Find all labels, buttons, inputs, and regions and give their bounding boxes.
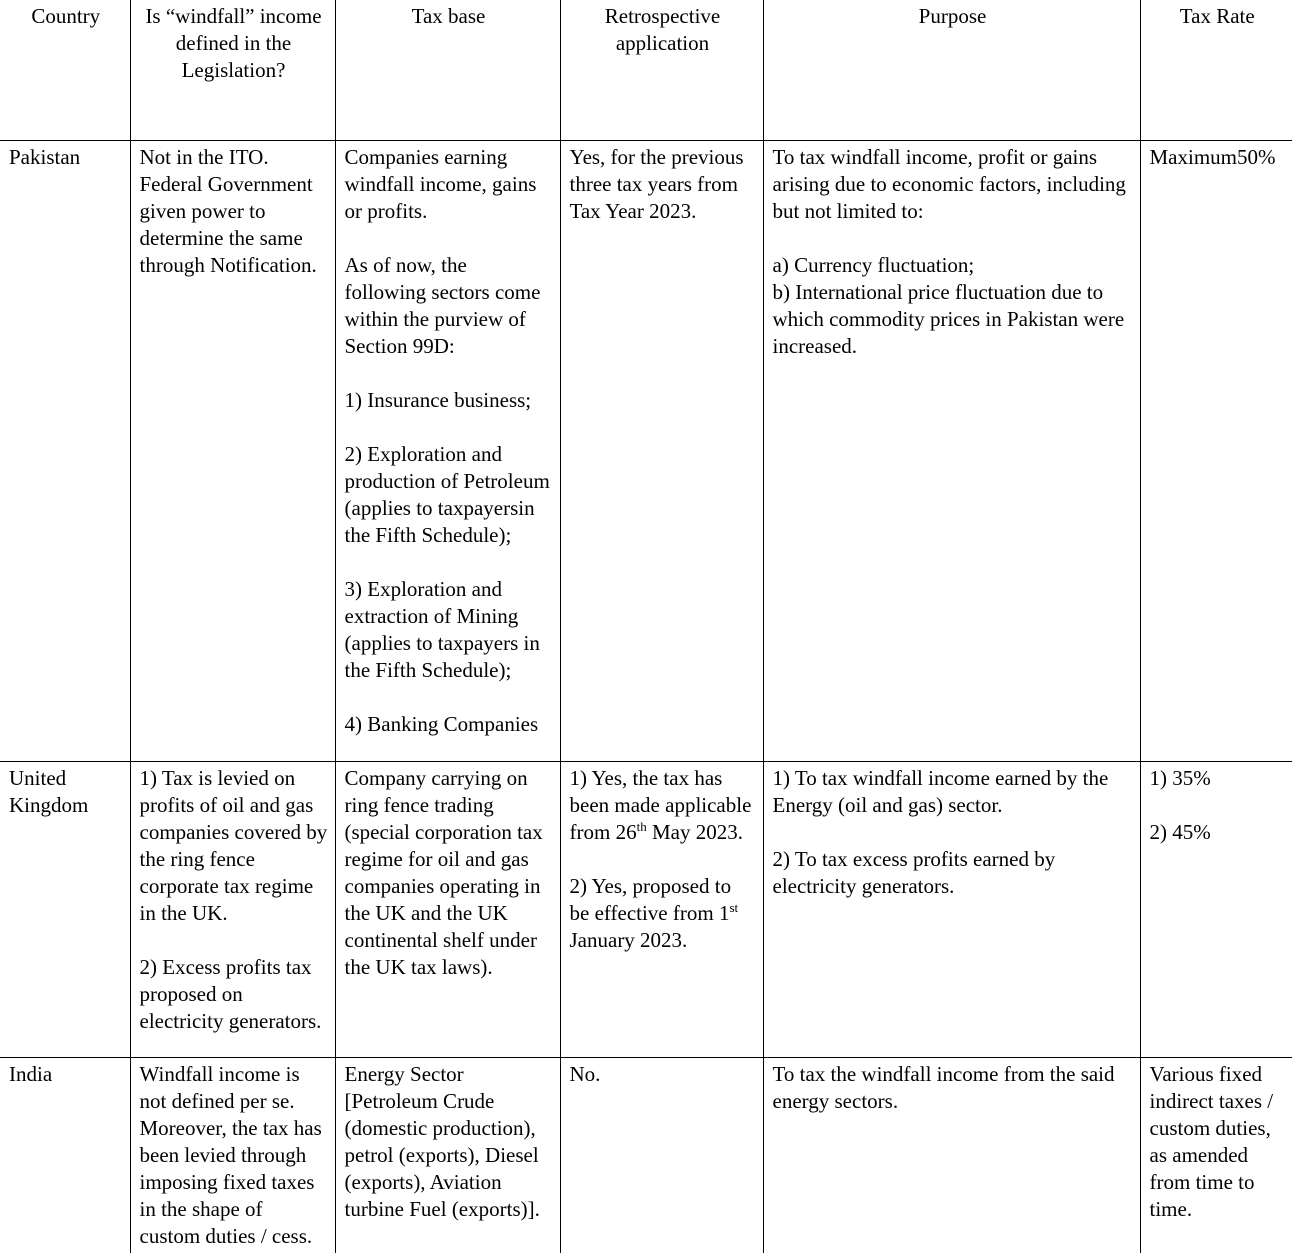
cell-purpose-pakistan — [763, 140, 1140, 761]
column-header-country-label: Country — [31, 4, 101, 28]
cell-tax-base-united-kingdom — [335, 761, 560, 1057]
cell-purpose-india — [763, 1057, 1140, 1253]
column-header-tax-rate — [1140, 0, 1292, 140]
paragraph: Companies earning windfall income, gains or profits. — [344, 144, 537, 223]
ordinal-suffix: st — [729, 899, 739, 915]
column-header-retrospective-application-label: Retrospective application — [604, 4, 721, 55]
cell-country-pakistan: Pakistan — [0, 140, 130, 761]
cell-tax-rate-pakistan — [1140, 140, 1292, 761]
table-row — [0, 1057, 1292, 1253]
paragraph: Company carrying on ring fence trading (special corporation tax regime for oil and gas companies operating in the UK and the UK continental shelf under the UK tax laws). — [344, 765, 543, 979]
paragraph: No. — [569, 1061, 601, 1086]
paragraph: 2) Exploration and production of Petroleum (applies to taxpayersin the Fifth Schedule); — [344, 441, 550, 547]
cell-tax-rate-india — [1140, 1057, 1292, 1253]
cell-retrospective-pakistan — [560, 140, 763, 761]
paragraph: 2) 45% — [1149, 819, 1211, 844]
paragraph — [570, 873, 756, 954]
cell-defined-united-kingdom — [130, 761, 335, 1057]
table-header — [0, 0, 1292, 140]
paragraph: Energy Sector [Petroleum Crude (domestic production), petrol (exports), Diesel (exports), Aviation turbine Fuel (exports)]. — [344, 1061, 540, 1221]
table-body — [0, 140, 1292, 1253]
paragraph: 1) To tax windfall income earned by the Energy (oil and gas) sector. — [772, 765, 1109, 817]
paragraph: b) International price fluctuation due to which commodity prices in Pakistan were increased. — [772, 279, 1125, 358]
cell-defined-pakistan — [130, 140, 335, 761]
paragraph: 2) To tax excess profits earned by electricity generators. — [772, 846, 1056, 898]
paragraph: Various fixed indirect taxes / custom duties, as amended from time to time. — [1149, 1061, 1274, 1221]
paragraph: Windfall income is not defined per se. Moreover, the tax has been levied through imposing fixed taxes in the shape of custom duties / cess. — [139, 1061, 322, 1248]
table-header-row — [0, 0, 1292, 140]
paragraph: To tax windfall income, profit or gains arising due to economic factors, including but not limited to: — [772, 144, 1126, 223]
column-header-windfall-defined — [130, 0, 335, 140]
paragraph-text: January 2023. — [569, 927, 688, 952]
column-header-tax-base — [335, 0, 560, 140]
paragraph: As of now, the following sectors come within the purview of Section 99D: — [344, 252, 541, 358]
paragraph: 1) 35% — [1149, 765, 1211, 790]
paragraph: 2) Excess profits tax proposed on electricity generators. — [139, 954, 322, 1033]
column-header-tax-base-label: Tax base — [411, 4, 486, 28]
cell-tax-base-india — [335, 1057, 560, 1253]
cell-tax-base-pakistan — [335, 140, 560, 761]
paragraph: 1) Insurance business; — [344, 387, 532, 412]
column-header-retrospective-application — [560, 0, 763, 140]
cell-retrospective-united-kingdom — [560, 761, 763, 1057]
table-row — [0, 140, 1292, 761]
paragraph: Maximum50% — [1149, 144, 1276, 169]
column-header-country — [0, 0, 130, 140]
cell-retrospective-india — [560, 1057, 763, 1253]
paragraph: Not in the ITO. Federal Government given power to determine the same through Notification. — [139, 144, 317, 277]
paragraph-text: 1) Yes, the tax has been made applicable from 26 — [569, 765, 752, 844]
column-header-tax-rate-label: Tax Rate — [1179, 4, 1255, 28]
paragraph-text: 2) Yes, proposed to be effective from 1 — [569, 873, 732, 925]
paragraph: 3) Exploration and extraction of Mining (applies to taxpayers in the Fifth Schedule); — [344, 576, 540, 682]
cell-country-united-kingdom: United Kingdom — [0, 761, 130, 1057]
column-header-purpose — [763, 0, 1140, 140]
column-header-windfall-defined-label: Is “windfall” income defined in the Legislation? — [145, 4, 322, 82]
cell-purpose-united-kingdom — [763, 761, 1140, 1057]
table-row — [0, 761, 1292, 1057]
paragraph-text: May 2023. — [646, 819, 743, 844]
cell-defined-india — [130, 1057, 335, 1253]
column-header-purpose-label: Purpose — [918, 4, 987, 28]
paragraph: 1) Tax is levied on profits of oil and gas companies covered by the ring fence corporate tax regime in the UK. — [139, 765, 328, 925]
ordinal-suffix: th — [636, 818, 647, 834]
paragraph: To tax the windfall income from the said energy sectors. — [772, 1061, 1115, 1113]
paragraph: 4) Banking Companies — [344, 711, 539, 736]
paragraph: Yes, for the previous three tax years from Tax Year 2023. — [569, 144, 744, 223]
paragraph: a) Currency fluctuation; — [772, 252, 975, 277]
paragraph — [570, 765, 756, 846]
cell-country-india: India — [0, 1057, 130, 1253]
cell-tax-rate-united-kingdom — [1140, 761, 1292, 1057]
